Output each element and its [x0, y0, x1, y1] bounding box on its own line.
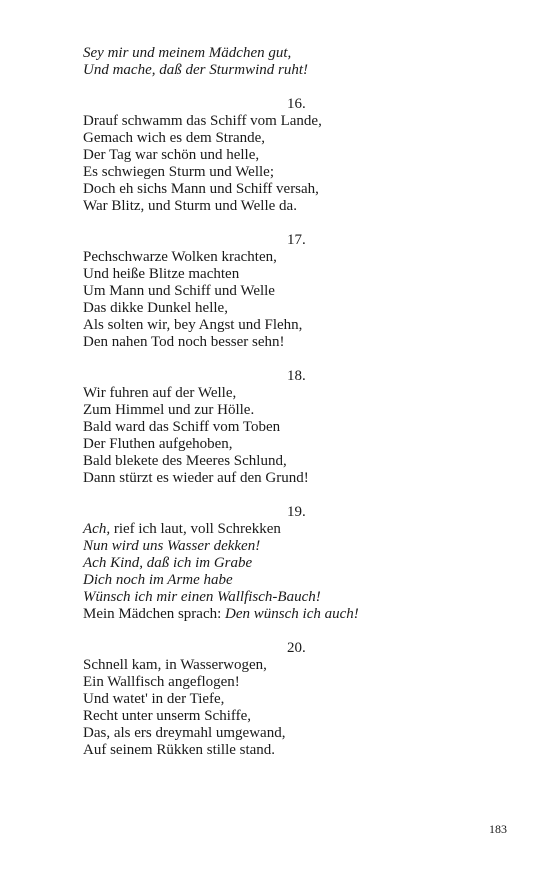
stanza-17: [83, 232, 503, 351]
verse-line: [83, 606, 503, 623]
verse-line: Den nahen Tod noch besser sehn!: [83, 334, 285, 350]
stanza-number: 20.: [287, 640, 306, 656]
stanza-number: 19.: [287, 504, 306, 520]
stanza-20: [83, 640, 503, 759]
verse-line: Sey mir und meinem Mädchen gut,: [83, 45, 292, 61]
verse-line: Gemach wich es dem Strande,: [83, 130, 266, 146]
verse-line: Der Fluthen aufgehoben,: [83, 436, 233, 452]
stanza-16: [83, 96, 503, 215]
verse-line: Doch eh sichs Mann und Schiff versah,: [83, 181, 319, 197]
verse-line: Bald ward das Schiff vom Toben: [83, 419, 281, 435]
stanza-number: 16.: [287, 96, 306, 112]
verse-line: War Blitz, und Sturm und Welle da.: [83, 198, 297, 214]
stanza-number: 18.: [287, 368, 306, 384]
verse-fragment: rief ich laut, voll Schrekken: [110, 521, 281, 537]
verse-line: Pechschwarze Wolken krachten,: [83, 249, 277, 265]
verse-line: Ein Wallfisch angeflogen!: [83, 674, 240, 690]
verse-line: Das dikke Dunkel helle,: [83, 300, 228, 316]
verse-line: Der Tag war schön und helle,: [83, 147, 260, 163]
verse-line: Als solten wir, bey Angst und Flehn,: [83, 317, 303, 333]
poem-text: [83, 45, 503, 776]
verse-line: Schnell kam, in Wasserwogen,: [83, 657, 267, 673]
stanza-18: [83, 368, 503, 487]
verse-fragment-italic: Den wünsch ich auch!: [225, 606, 359, 622]
verse-line: Und watet' in der Tiefe,: [83, 691, 225, 707]
stanza-number: 17.: [287, 232, 306, 248]
verse-line: Wünsch ich mir einen Wallfisch-Bauch!: [83, 589, 321, 605]
verse-line: Auf seinem Rükken stille stand.: [83, 742, 276, 758]
verse-line: Es schwiegen Sturm und Welle;: [83, 164, 274, 180]
verse-line: Dann stürzt es wieder auf den Grund!: [83, 470, 309, 486]
verse-line: Zum Himmel und zur Hölle.: [83, 402, 255, 418]
verse-line: Und heiße Blitze machten: [83, 266, 240, 282]
verse-line: Das, als ers dreymahl umgewand,: [83, 725, 286, 741]
verse-line: Und mache, daß der Sturmwind ruht!: [83, 62, 308, 78]
verse-line: Ach Kind, daß ich im Grabe: [83, 555, 253, 571]
verse-line: Wir fuhren auf der Welle,: [83, 385, 237, 401]
verse-fragment: Mein Mädchen sprach:: [83, 606, 226, 622]
stanza-intro: [83, 45, 503, 79]
verse-line: Bald blekete des Meeres Schlund,: [83, 453, 287, 469]
page-number: 183: [489, 822, 507, 836]
verse-line: [83, 521, 503, 538]
stanza-19: [83, 504, 503, 623]
verse-line: Nun wird uns Wasser dekken!: [83, 538, 261, 554]
verse-line: Dich noch im Arme habe: [83, 572, 233, 588]
verse-fragment-italic: Ach,: [83, 521, 111, 537]
verse-line: Um Mann und Schiff und Welle: [83, 283, 275, 299]
verse-line: Drauf schwamm das Schiff vom Lande,: [83, 113, 322, 129]
verse-line: Recht unter unserm Schiffe,: [83, 708, 252, 724]
